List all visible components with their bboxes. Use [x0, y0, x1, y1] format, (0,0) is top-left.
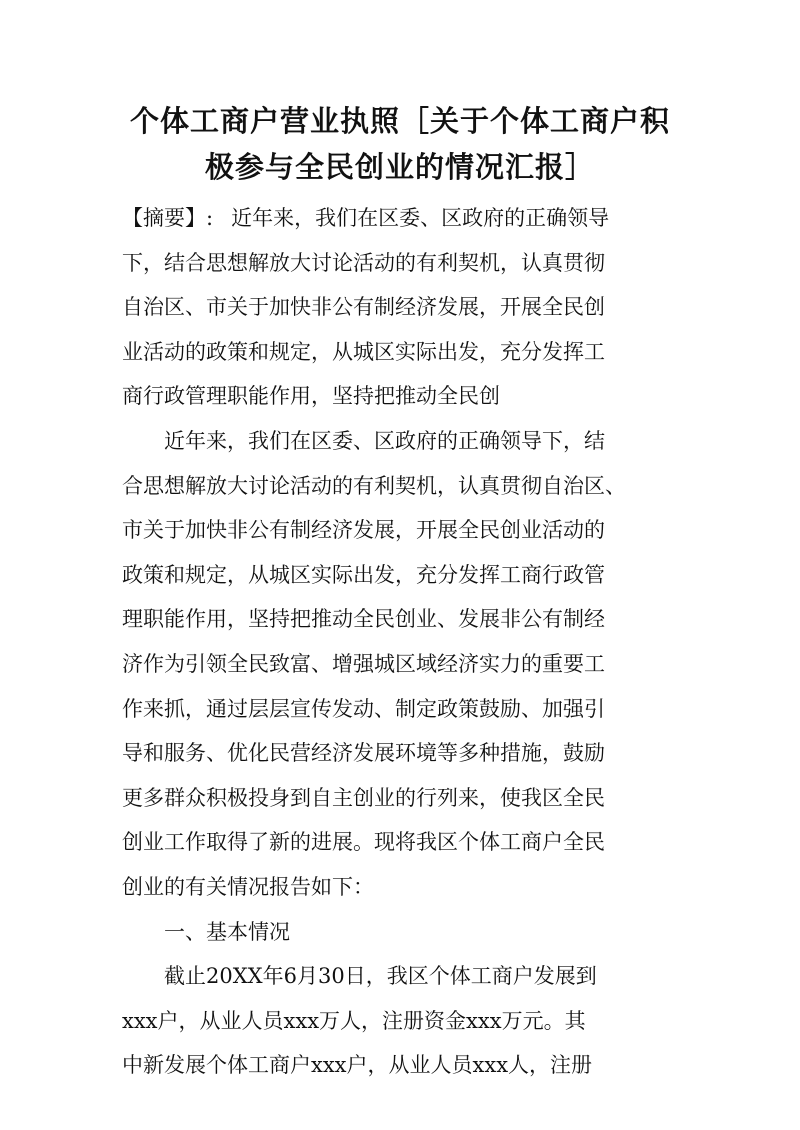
document-body [122, 196, 682, 1088]
paragraph-line: 创业的有关情况报告如下： [122, 874, 374, 899]
abstract-line [122, 196, 682, 241]
abstract-line: 下，结合思想解放大讨论活动的有利契机，认真贯彻 [122, 250, 605, 275]
paragraph-line: xxx户，从业人员xxx万人，注册资金xxx万元。其 [122, 1008, 586, 1033]
abstract-line: 商行政管理职能作用，坚持把推动全民创 [122, 384, 500, 409]
paragraph-line: 更多群众积极投身到自主创业的行列来，使我区全民 [122, 785, 605, 810]
title-line-1: 个体工商户营业执照［关于个体工商户积 [129, 104, 670, 138]
paragraph-line: 导和服务、优化民营经济发展环境等多种措施，鼓励 [122, 741, 605, 766]
paragraph-line: 作来抓，通过层层宣传发动、制定政策鼓励、加强引 [122, 696, 605, 721]
paragraph-line: 近年来，我们在区委、区政府的正确领导下，结 [164, 428, 605, 453]
paragraph-line: 截止20XX年6月30日，我区个体工商户发展到 [164, 964, 597, 989]
paragraph-line: 政策和规定，从城区实际出发，充分发挥工商行政管 [122, 562, 605, 587]
abstract-line: 业活动的政策和规定，从城区实际出发，充分发挥工 [122, 339, 605, 364]
abstract-line: 自治区、市关于加快非公有制经济发展，开展全民创 [122, 295, 605, 320]
abstract-label: 【摘要】: [122, 206, 214, 230]
document-title [110, 98, 690, 190]
paragraph-line: 创业工作取得了新的进展。现将我区个体工商户全民 [122, 830, 605, 855]
paragraph-line: 合思想解放大讨论活动的有利契机，认真贯彻自治区、 [122, 473, 626, 498]
paragraph-line: 中新发展个体工商户xxx户，从业人员xxx人，注册 [122, 1053, 593, 1078]
abstract-text: 近年来，我们在区委、区政府的正确领导 [231, 206, 610, 230]
paragraph-line: 理职能作用，坚持把推动全民创业、发展非公有制经 [122, 607, 605, 632]
section-heading: 一、基本情况 [164, 919, 290, 944]
paragraph-line: 市关于加快非公有制经济发展，开展全民创业活动的 [122, 518, 605, 543]
paragraph-line: 济作为引领全民致富、增强城区域经济实力的重要工 [122, 651, 605, 676]
title-line-2: 极参与全民创业的情况汇报］ [204, 150, 595, 184]
